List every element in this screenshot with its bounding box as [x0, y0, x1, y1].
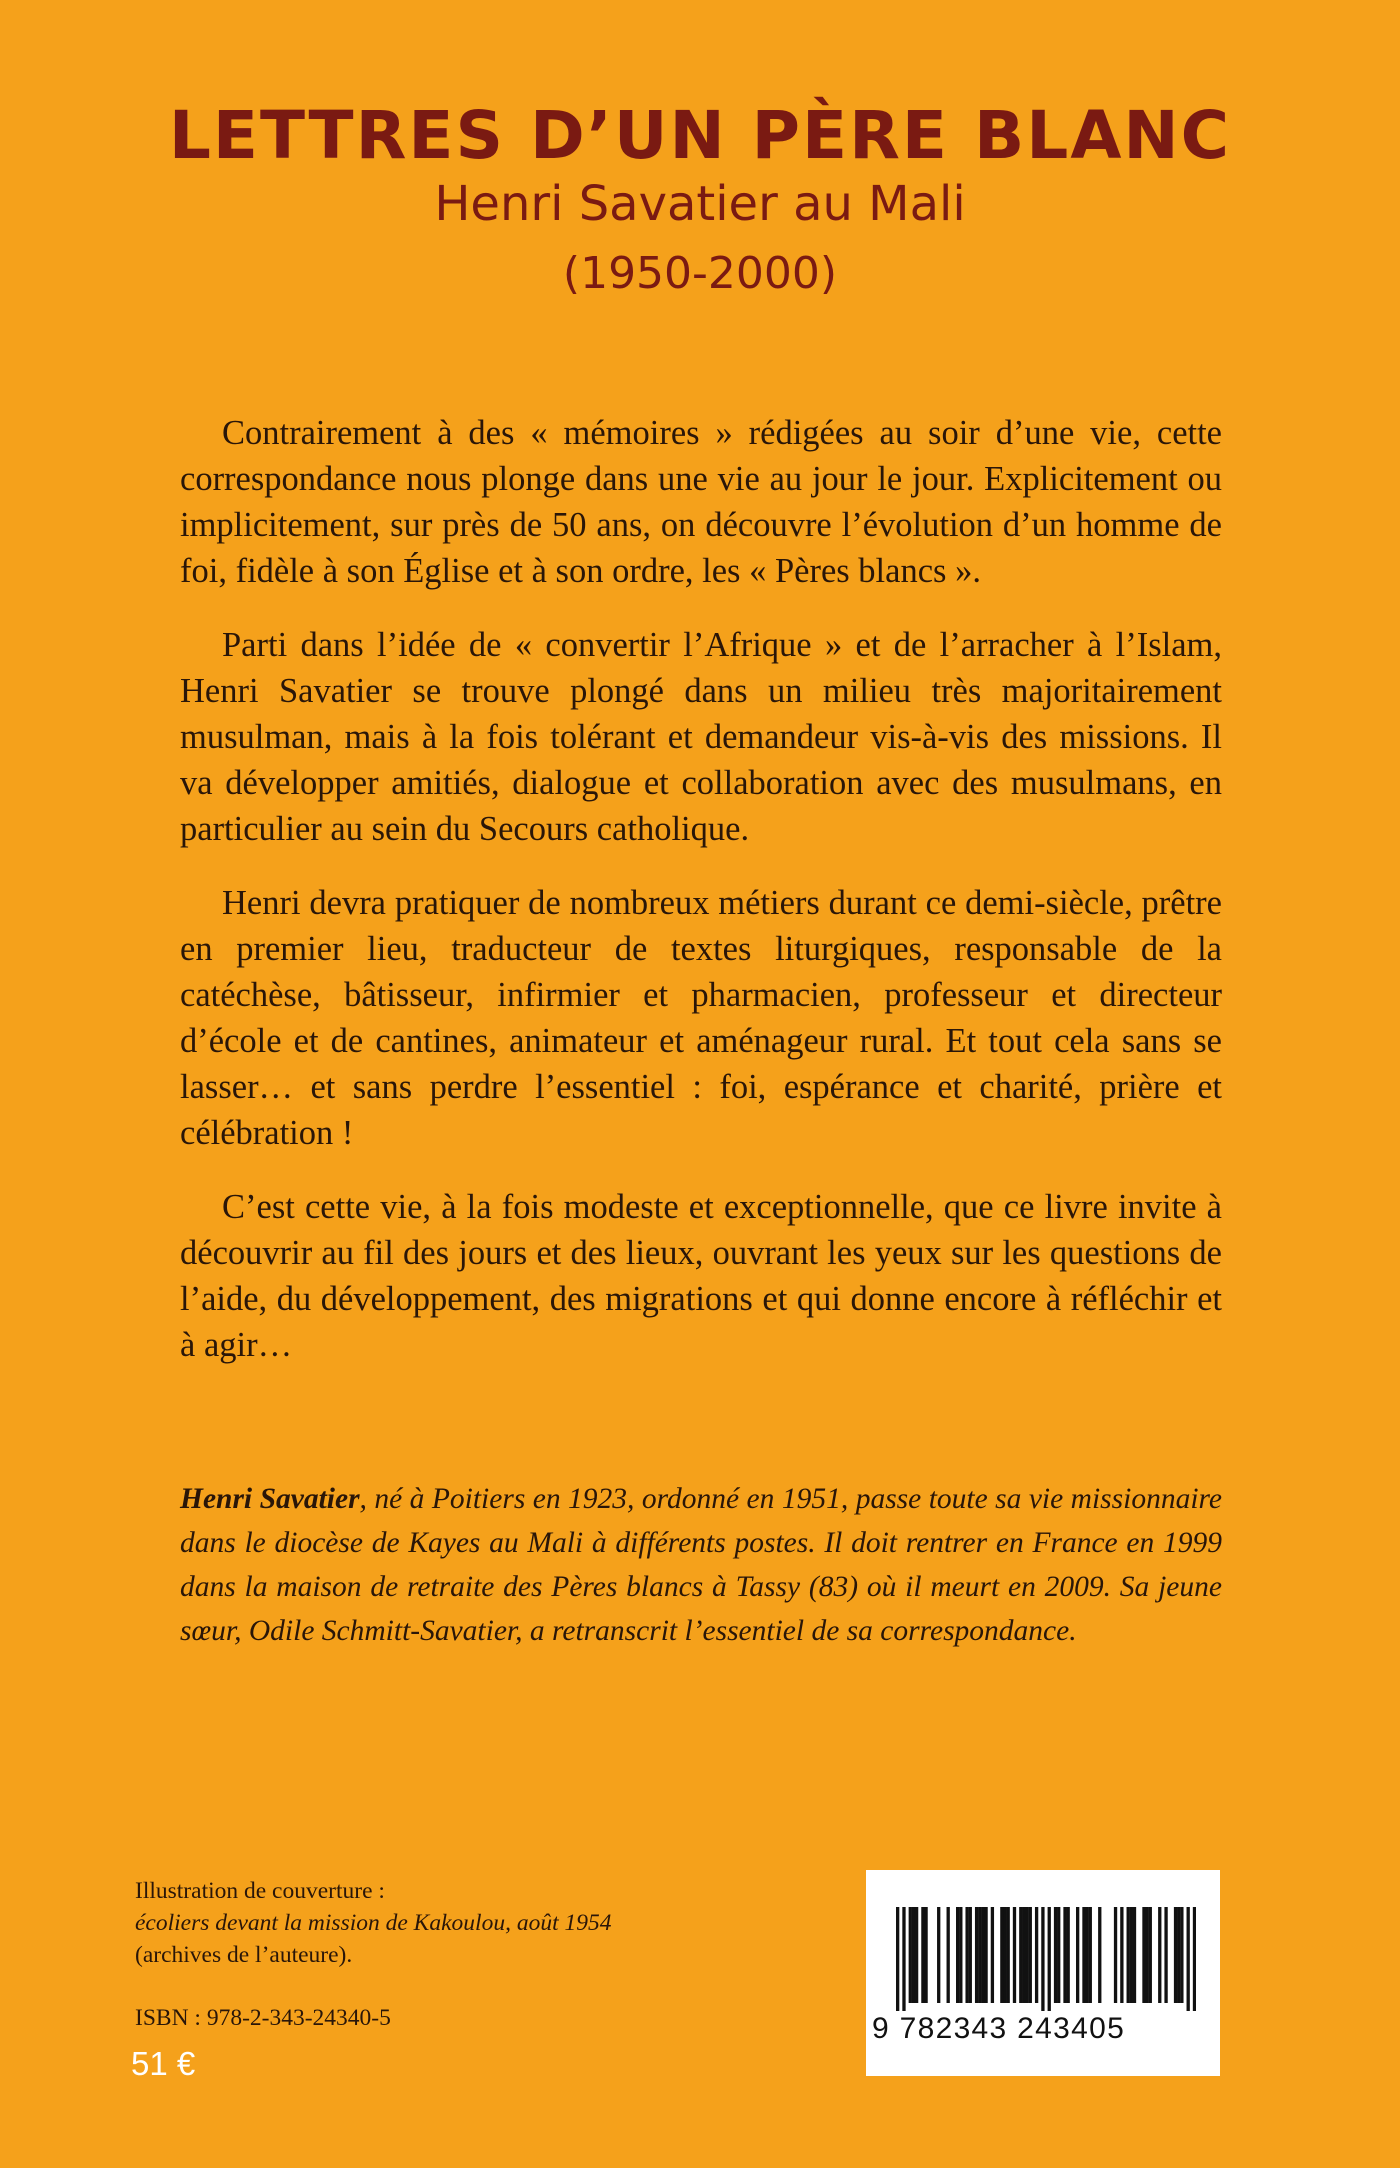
barcode-bar — [1127, 1907, 1130, 2003]
barcode-bar — [1000, 1907, 1003, 2003]
barcode-bar — [1174, 1907, 1177, 2003]
barcode-bar — [1029, 1907, 1032, 2003]
summary-paragraph: Henri devra pratiquer de nombreux métiers durant ce demi-siècle, prêtre en premier lieu, traducteur de textes liturgiques, responsable de la catéchèse, bâtisseur, infirmier et pharmacien, professeur et directeur d’école et de cantines, animateur et aménageur rural. Et tout cela sans se lasser… et sans perdre l’essentiel : foi, espérance et charité, prière et célébration ! — [180, 884, 1222, 1152]
barcode-bar — [924, 1907, 927, 2003]
barcode-bar — [1098, 1907, 1101, 2003]
barcode-bar — [1120, 1907, 1123, 2003]
barcode-bar — [1003, 1907, 1006, 2003]
barcode-bar — [981, 1907, 984, 2003]
barcode-bar — [1177, 1907, 1180, 2003]
author-name: Henri Savatier — [180, 1483, 360, 1515]
barcode-bar — [915, 1907, 918, 2003]
credits-label: Illustration de couverture : — [135, 1878, 385, 1904]
back-cover-summary — [180, 410, 1222, 1396]
book-subtitle: Henri Savatier au Mali — [434, 176, 966, 232]
barcode-bar — [947, 1907, 950, 2003]
barcode-bar — [937, 1907, 940, 2003]
barcode-bar — [1187, 1907, 1190, 2011]
barcode-bar — [1089, 1907, 1092, 2003]
barcode-bar — [1085, 1907, 1088, 2003]
barcode-bars — [896, 1907, 1196, 2011]
barcode-bar — [912, 1907, 915, 2003]
barcode-bar — [1022, 1907, 1025, 2003]
barcode-bar — [1007, 1907, 1010, 2003]
barcode-bar — [965, 1907, 968, 2003]
barcode-bar — [991, 1907, 994, 2003]
barcode-bar — [1035, 1907, 1038, 2003]
barcode-bar — [1076, 1907, 1079, 2003]
barcode-digits: 9 782343 243405 — [872, 2012, 1126, 2045]
barcode-bar — [1063, 1907, 1066, 2003]
barcode — [866, 1870, 1220, 2076]
barcode-bar — [1082, 1907, 1085, 2003]
barcode-bar — [1164, 1907, 1167, 2003]
barcode-bar — [1057, 1907, 1060, 2003]
barcode-bar — [1013, 1907, 1016, 2003]
barcode-bar — [1145, 1907, 1148, 2003]
barcode-bar — [1158, 1907, 1161, 2003]
barcode-bar — [984, 1907, 987, 2003]
barcode-bar — [902, 1907, 905, 2011]
summary-paragraph: C’est cette vie, à la fois modeste et exceptionnelle, que ce livre invite à découvrir au fil des jours et des lieux, ouvrant les yeux sur les questions de l’aide, du développement, des migrations et qui donne encore à réfléchir et à agir… — [180, 1188, 1222, 1364]
barcode-bar — [978, 1907, 981, 2003]
barcode-bar — [975, 1907, 978, 2003]
barcode-bar — [909, 1907, 912, 2003]
barcode-bar — [969, 1907, 972, 2003]
author-bio-text: , né à Poitiers en 1923, ordonné en 1951, passe toute sa vie missionnaire dans le diocèse de Kayes au Mali à différents postes. Il doit rentrer en France en 1999 dans la maison de retraite des Pères blancs à Tassy (83) où il meurt en 2009. Sa jeune sœur, Odile Schmitt-Savatier, a retranscrit l’essentiel de sa correspondance. — [180, 1483, 1222, 1647]
price-label: 51 € — [131, 2045, 196, 2082]
barcode-bar — [1054, 1907, 1057, 2003]
barcode-bar — [1025, 1907, 1028, 2003]
barcode-bar — [896, 1907, 899, 2011]
credits-source: (archives de l’auteure). — [135, 1942, 353, 1968]
barcode-bar — [956, 1907, 959, 2003]
author-bio — [180, 1477, 1222, 1653]
isbn-number: ISBN : 978-2-343-24340-5 — [135, 2005, 391, 2031]
summary-paragraph: Contrairement à des « mémoires » rédigées au soir d’une vie, cette correspondance nous plonge dans une vie au jour le jour. Explicitement ou implicitement, sur près de 50 ans, on découvre l’évolution d’un homme de foi, fidèle à son Église et à son ordre, les « Pères blancs ». — [180, 414, 1222, 590]
credits-caption: écoliers devant la mission de Kakoulou, août 1954 — [135, 1910, 612, 1936]
barcode-bar — [1041, 1907, 1044, 2011]
barcode-bar — [1180, 1907, 1183, 2003]
barcode-bar — [1193, 1907, 1196, 2011]
barcode-bar — [1142, 1907, 1145, 2003]
barcode-bar — [1019, 1907, 1022, 2003]
barcode-bar — [959, 1907, 962, 2003]
book-title: LETTRES D’UN PÈRE BLANC — [168, 97, 1232, 174]
book-dates: (1950-2000) — [562, 248, 838, 299]
barcode-bar — [1133, 1907, 1136, 2003]
barcode-bar — [1067, 1907, 1070, 2003]
barcode-bar — [1130, 1907, 1133, 2003]
summary-paragraph: Parti dans l’idée de « convertir l’Afrique » et de l’arracher à l’Islam, Henri Savatier se trouve plongé dans un milieu très majoritairement musulman, mais à la fois tolérant et demandeur vis-à-vis des missions. Il va développer amitiés, dialogue et collaboration avec des musulmans, en particulier au sein du Secours catholique. — [180, 626, 1222, 848]
barcode-bar — [1048, 1907, 1051, 2011]
barcode-bar — [1149, 1907, 1152, 2003]
barcode-bar — [921, 1907, 924, 2003]
cover-credits — [135, 1875, 695, 1971]
barcode-bar — [1114, 1907, 1117, 2003]
